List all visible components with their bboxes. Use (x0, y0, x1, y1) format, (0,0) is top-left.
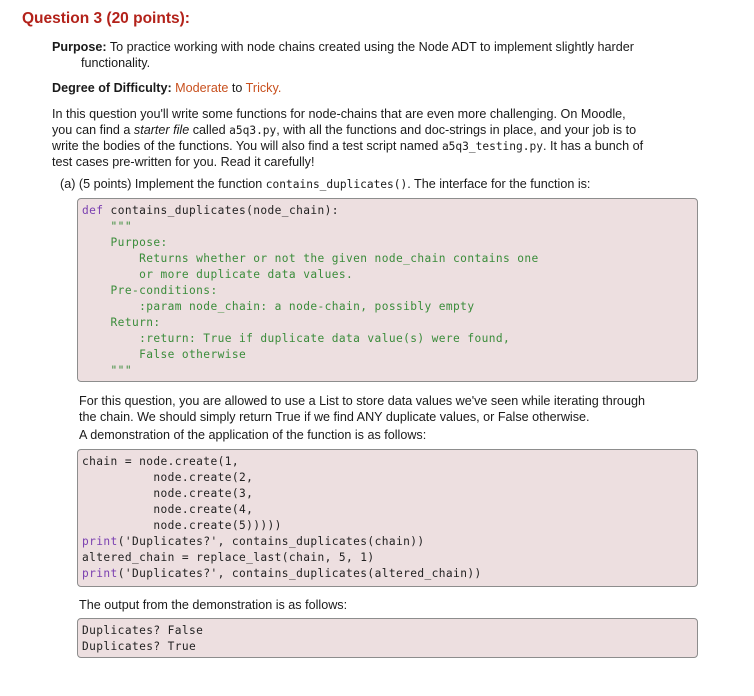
code-line: Return: (82, 316, 161, 329)
difficulty-line (52, 80, 281, 97)
code-line (82, 535, 425, 548)
code-line: chain = node.create(1, (82, 455, 239, 468)
function-name: contains_duplicates() (265, 178, 408, 191)
intro-line-1: In this question you'll write some functions for node-chains that are even more challenging. On Moodle, (52, 107, 626, 121)
code-text: ('Duplicates?', contains_duplicates(chain)) (117, 535, 425, 548)
purpose-text-1: To practice working with node chains created using the Node ADT to implement slightly harder (109, 40, 634, 54)
code-line: :param node_chain: a node-chain, possibly empty (82, 300, 475, 313)
difficulty-label: Degree of Difficulty: (52, 81, 172, 95)
output-line: Duplicates? True (82, 640, 197, 653)
code-line: Purpose: (82, 236, 168, 249)
difficulty-to: to (231, 81, 243, 95)
explain-line-1: For this question, you are allowed to use a List to store data values we've seen while iterating through (79, 394, 645, 408)
code-line: node.create(5))))) (82, 519, 282, 532)
part-a-line (60, 176, 590, 194)
intro-text: , with all the functions and doc-strings in place, and your job is to (276, 123, 637, 137)
code-line: False otherwise (82, 348, 247, 361)
intro-text: you can find a (52, 123, 134, 137)
code-text: contains_duplicates(node_chain): (103, 204, 339, 217)
code-line: node.create(3, (82, 487, 254, 500)
code-line: or more duplicate data values. (82, 268, 354, 281)
code-line (82, 204, 339, 217)
print-keyword: print (82, 567, 118, 580)
purpose-label: Purpose: (52, 40, 107, 54)
intro-text: write the bodies of the functions. You will also find a test script named (52, 139, 442, 153)
intro-text: called (189, 123, 230, 137)
interface-code-box (77, 198, 698, 382)
difficulty-moderate: Moderate (175, 81, 229, 95)
purpose-line-1 (52, 39, 634, 56)
code-text: ('Duplicates?', contains_duplicates(altered_chain)) (117, 567, 482, 580)
code-line: """ (82, 364, 132, 377)
output-intro: The output from the demonstration is as follows: (79, 598, 348, 612)
part-a-text: . The interface for the function is: (407, 177, 591, 191)
code-line: node.create(2, (82, 471, 254, 484)
purpose-line-2: functionality. (81, 56, 151, 70)
output-line: Duplicates? False (82, 624, 204, 637)
question-title: Question 3 (20 points): (22, 10, 190, 27)
intro-text: . It has a bunch of (542, 139, 644, 153)
explain-line-3: A demonstration of the application of the function is as follows: (79, 428, 427, 442)
code-line: altered_chain = replace_last(chain, 5, 1) (82, 551, 375, 564)
def-keyword: def (82, 204, 104, 217)
test-filename: a5q3_testing.py (441, 140, 543, 153)
intro-line-4: test cases pre-written for you. Read it carefully! (52, 155, 315, 169)
intro-line-3 (52, 138, 643, 156)
print-keyword: print (82, 535, 118, 548)
code-line: """ (82, 220, 132, 233)
code-line (82, 567, 482, 580)
starter-filename: a5q3.py (229, 124, 277, 137)
explain-line-2: the chain. We should simply return True if we find ANY duplicate values, or False otherwise. (79, 410, 590, 424)
part-a-text: (a) (5 points) Implement the function (60, 177, 266, 191)
code-line: Returns whether or not the given node_chain contains one (82, 252, 539, 265)
demo-code-box (77, 449, 698, 587)
code-line: :return: True if duplicate data value(s) were found, (82, 332, 511, 345)
code-line: node.create(4, (82, 503, 254, 516)
starter-file-em: starter file (133, 123, 190, 137)
output-code-box (77, 618, 698, 658)
difficulty-tricky: Tricky. (245, 81, 282, 95)
intro-line-2 (52, 122, 636, 140)
code-line: Pre-conditions: (82, 284, 218, 297)
